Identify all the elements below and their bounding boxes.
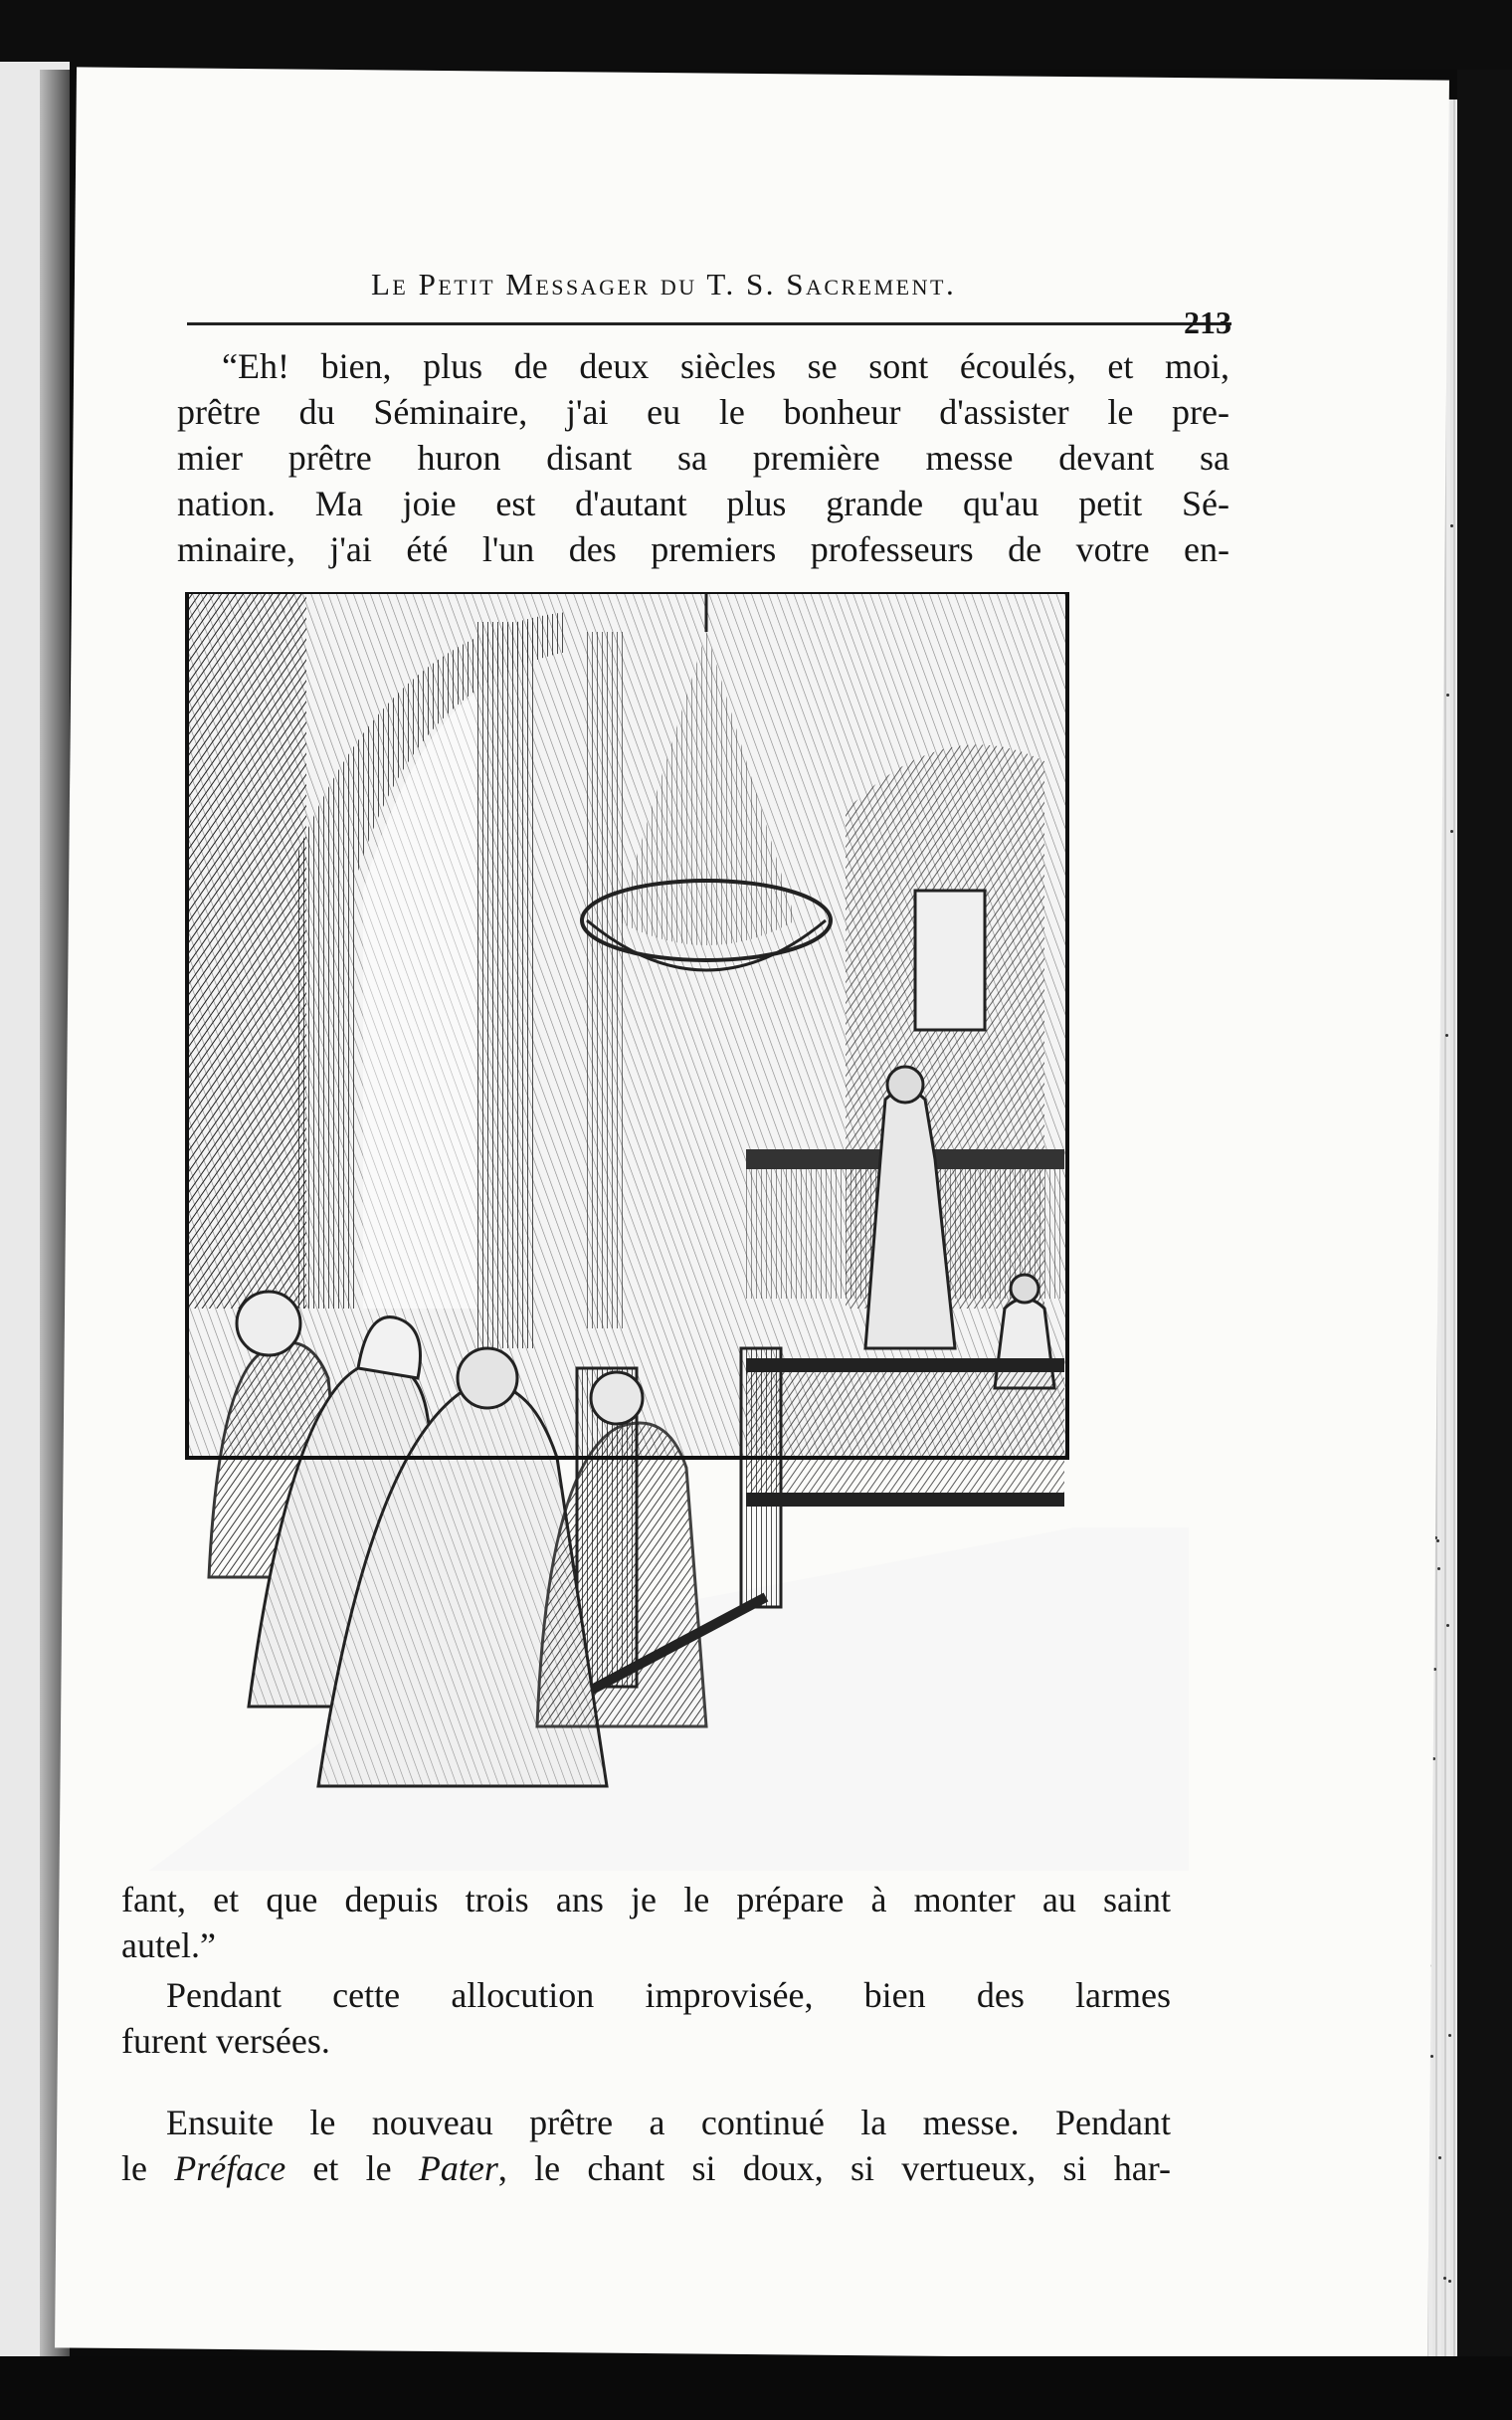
text-line: autel.”	[121, 1925, 216, 1965]
edge-speck	[1445, 1034, 1448, 1037]
scan-bottom-border	[0, 2356, 1512, 2420]
running-head-title: Le Petit Messager du T. S. Sacrement.	[371, 267, 957, 302]
edge-speck	[1448, 2280, 1451, 2283]
text-line: furent versées.	[121, 2021, 330, 2061]
edge-speck	[1446, 1624, 1449, 1627]
text-run: le	[121, 2148, 175, 2188]
text-line: prêtre du Séminaire, j'ai eu le bonheur d'assister le pre-	[177, 392, 1229, 432]
edge-speck	[1430, 2055, 1433, 2058]
text-run: , le chant si doux, si vertueux, si har-	[497, 2148, 1171, 2188]
paragraph-1	[177, 343, 1229, 572]
text-line	[121, 2145, 1171, 2191]
edge-speck	[1438, 2156, 1441, 2159]
text-line: “Eh! bien, plus de deux siècles se sont écoulés, et moi,	[222, 346, 1229, 386]
italic-term: Pater	[418, 2148, 498, 2188]
scan-top-border	[0, 0, 1512, 70]
edge-speck	[1436, 1539, 1439, 1542]
text-line: fant, et que depuis trois ans je le prépare à monter au saint	[121, 1880, 1171, 1919]
scan-right-border	[1457, 70, 1512, 2358]
paragraph-2	[121, 1877, 1171, 1968]
page-number: 213	[1184, 304, 1231, 340]
text-line: Pendant cette allocution improvisée, bien des larmes	[166, 1975, 1171, 2015]
paragraph-3	[121, 1972, 1171, 2064]
edge-speck	[1446, 694, 1449, 697]
edge-speck	[1450, 524, 1453, 527]
edge-speck	[1437, 1567, 1440, 1570]
edge-speck	[1448, 2034, 1451, 2037]
text-line: minaire, j'ai été l'un des premiers professeurs de votre en-	[177, 529, 1229, 569]
text-run: et le	[285, 2148, 419, 2188]
paragraph-4	[121, 2100, 1171, 2191]
text-line: mier prêtre huron disant sa première messe devant sa	[177, 438, 1229, 478]
running-head	[187, 261, 1231, 340]
edge-speck	[1450, 830, 1453, 833]
text-line: nation. Ma joie est d'autant plus grande qu'au petit Sé-	[177, 484, 1229, 523]
edge-speck	[1443, 2277, 1446, 2280]
italic-term: Préface	[174, 2148, 286, 2188]
text-line: Ensuite le nouveau prêtre a continué la messe. Pendant	[166, 2103, 1171, 2142]
engraving-church-mass-icon	[149, 592, 1189, 1871]
